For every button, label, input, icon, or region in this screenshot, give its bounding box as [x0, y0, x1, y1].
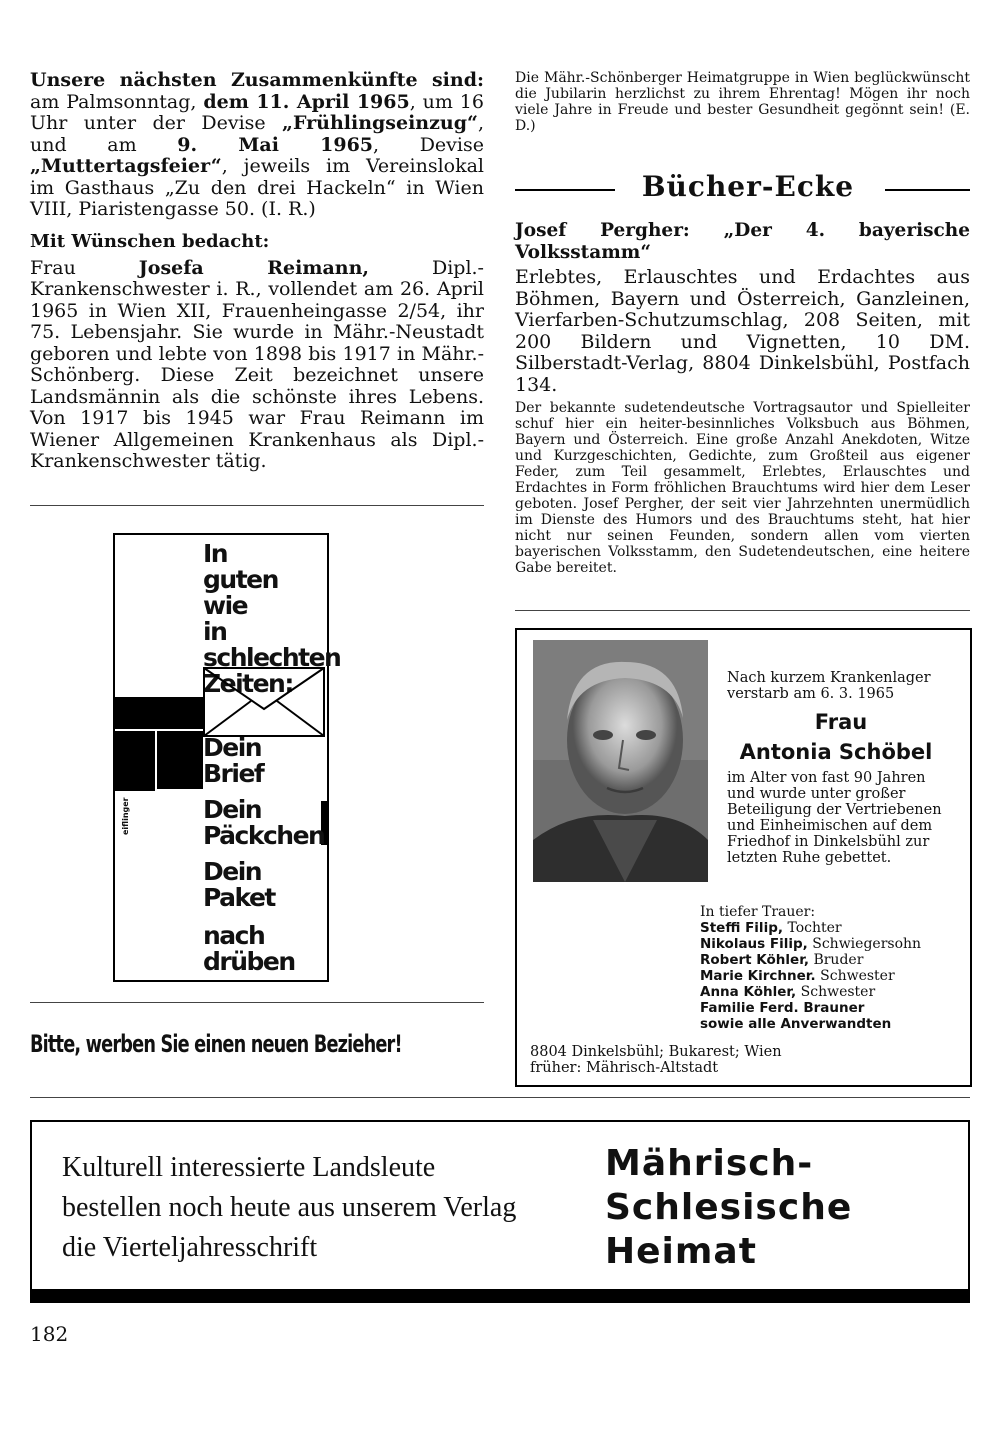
wishes-heading: Mit Wünschen bedacht: [30, 230, 270, 252]
book-review: Der bekannte sudetendeutsche Vortragsautor und Spielleiter schuf hier ein heiter-besinnliches Volksbuch aus Böhmen, Bayern und Österreich. Eine große Anzahl Anekdoten, Witze und Kurzgeschichten, Gedichte, zum Großteil aus eigener Feder, zum Teil gesammelt, Erlebtes, Erlauschtes und Erdachtes in Form fröhlichen Brauchtums wird hier dem Leser geboten. Josef Pergher, der seit vier Jahrzehnten unermüdlich im Dienste des Humors und des Brauchtums steht, hat hier nicht nur seinen Feunden, sondern allen vom vierten bayerischen Volksstamm, den Sudetendeutschen, eine heitere Gabe bereitet. [515, 400, 970, 576]
right-column [515, 70, 970, 134]
mourner-entry: sowie alle Anverwandten [700, 1016, 892, 1032]
obituary-intro: Nach kurzem Krankenlager verstarb am 6. 3. 1965 [727, 670, 931, 702]
mourner-entry: Marie Kirchner. Schwester [700, 968, 895, 984]
page-number: 182 [30, 1322, 69, 1346]
meetings-paragraph: Unsere nächsten Zusammenkünfte sind: am Palmsonntag, dem 11. April 1965, um 16 Uhr unter der Devise „Frühlingseinzug“, und am 9. Mai 1965, Devise „Muttertagsfeier“, jeweils im Vereinslokal im Gasthaus „Zu den drei Hackeln“ in Wien VIII, Piaristengasse 50. (I. R.) [30, 69, 484, 220]
slogan: Bitte, werben Sie einen neuen Bezieher! [30, 1030, 402, 1058]
left-column [30, 70, 484, 473]
ad-headline: In guten wie in schlechten Zeiten: [203, 539, 341, 698]
obituary-title: Frau [814, 710, 868, 734]
book-section [515, 220, 970, 576]
block-decoration [115, 729, 203, 731]
divider [30, 1002, 484, 1003]
obituary-footer [530, 1044, 950, 1076]
mourner-entry: Robert Köhler, Bruder [700, 952, 864, 968]
block-decoration [115, 789, 155, 791]
book-description: Erlebtes, Erlauschtes und Erdachtes aus Böhmen, Bayern und Österreich, Ganzleinen, Vierfarben-Schutzumschlag, 208 Seiten, mit 200 Bildern und Vignetten, 10 DM. Silberstadt-Verlag, 8804 Dinkelsbühl, Postfach 134. [515, 266, 970, 396]
envelope-icon [203, 667, 325, 737]
mourner-entry: Steffi Filip, Tochter [700, 920, 842, 936]
obituary-formerly: früher: Mährisch-Altstadt [530, 1060, 719, 1076]
book-corner-header [515, 170, 970, 206]
obituary-name: Antonia Schöbel [739, 740, 933, 764]
section-title: Bücher-Ecke [641, 170, 855, 203]
obituary-body: im Alter von fast 90 Jahren und wurde unter großer Beteiligung der Vertriebenen und Einheimischen auf dem Friedhof in Dinkelsbühl zur letzten Ruhe gebettet. [727, 770, 942, 866]
mourner-entry: Anna Köhler, Schwester [700, 984, 876, 1000]
mourning-heading: In tiefer Trauer: [700, 904, 816, 920]
ad-signature: eiflinger [121, 797, 130, 835]
block-decoration [155, 729, 203, 789]
divider [30, 1097, 970, 1098]
book-title: Josef Pergher: „Der 4. bayerische Volksstamm“ [515, 220, 970, 263]
ad-items: Dein Brief Dein Päckchen Dein Paket nach drüben [203, 733, 325, 976]
obituary-place: 8804 Dinkelsbühl; Bukarest; Wien [530, 1044, 782, 1060]
divider [30, 505, 484, 506]
portrait-photo [533, 640, 708, 882]
mourner-entry: Familie Ferd. Brauner [700, 1000, 865, 1016]
block-decoration [155, 695, 203, 729]
postal-ad [113, 533, 341, 982]
block-decoration [115, 695, 155, 789]
obituary-text [727, 670, 955, 866]
magazine-ad-text: Kulturell interessierte Landsleute bestellen noch heute aus unserem Verlag die Vierteljahresschrift [62, 1152, 517, 1263]
magazine-title: Mährisch- Schlesische Heimat [605, 1143, 853, 1272]
divider [515, 610, 970, 611]
block-decoration [155, 729, 157, 789]
greeting-paragraph: Die Mähr.-Schönberger Heimatgruppe in Wien beglückwünscht die Jubilarin herzlichst zu ihrem Ehrentag! Mögen ihr noch viele Jahre in Freude und bester Gesundheit gegönnt sein! (E. D.) [515, 70, 970, 134]
mourner-entry: Nikolaus Filip, Schwiegersohn [700, 936, 922, 952]
mourners-list [700, 904, 960, 1032]
block-decoration [115, 695, 203, 697]
birthday-paragraph: Frau Josefa Reimann, Dipl.-Krankenschwester i. R., vollendet am 26. April 1965 in Wien XII, Frauenheingasse 2/54, ihr 75. Lebensjahr. Sie wurde in Mähr.-Neustadt geboren und lebte von 1898 bis 1917 in Mähr.-Schönberg. Diese Zeit bezeichnet unsere Landsmännin als die schönste ihres Lebens. Von 1917 bis 1945 war Frau Reimann im Wiener Allgemeinen Krankenhaus als Dipl.-Krankenschwester tätig. [30, 256, 484, 472]
